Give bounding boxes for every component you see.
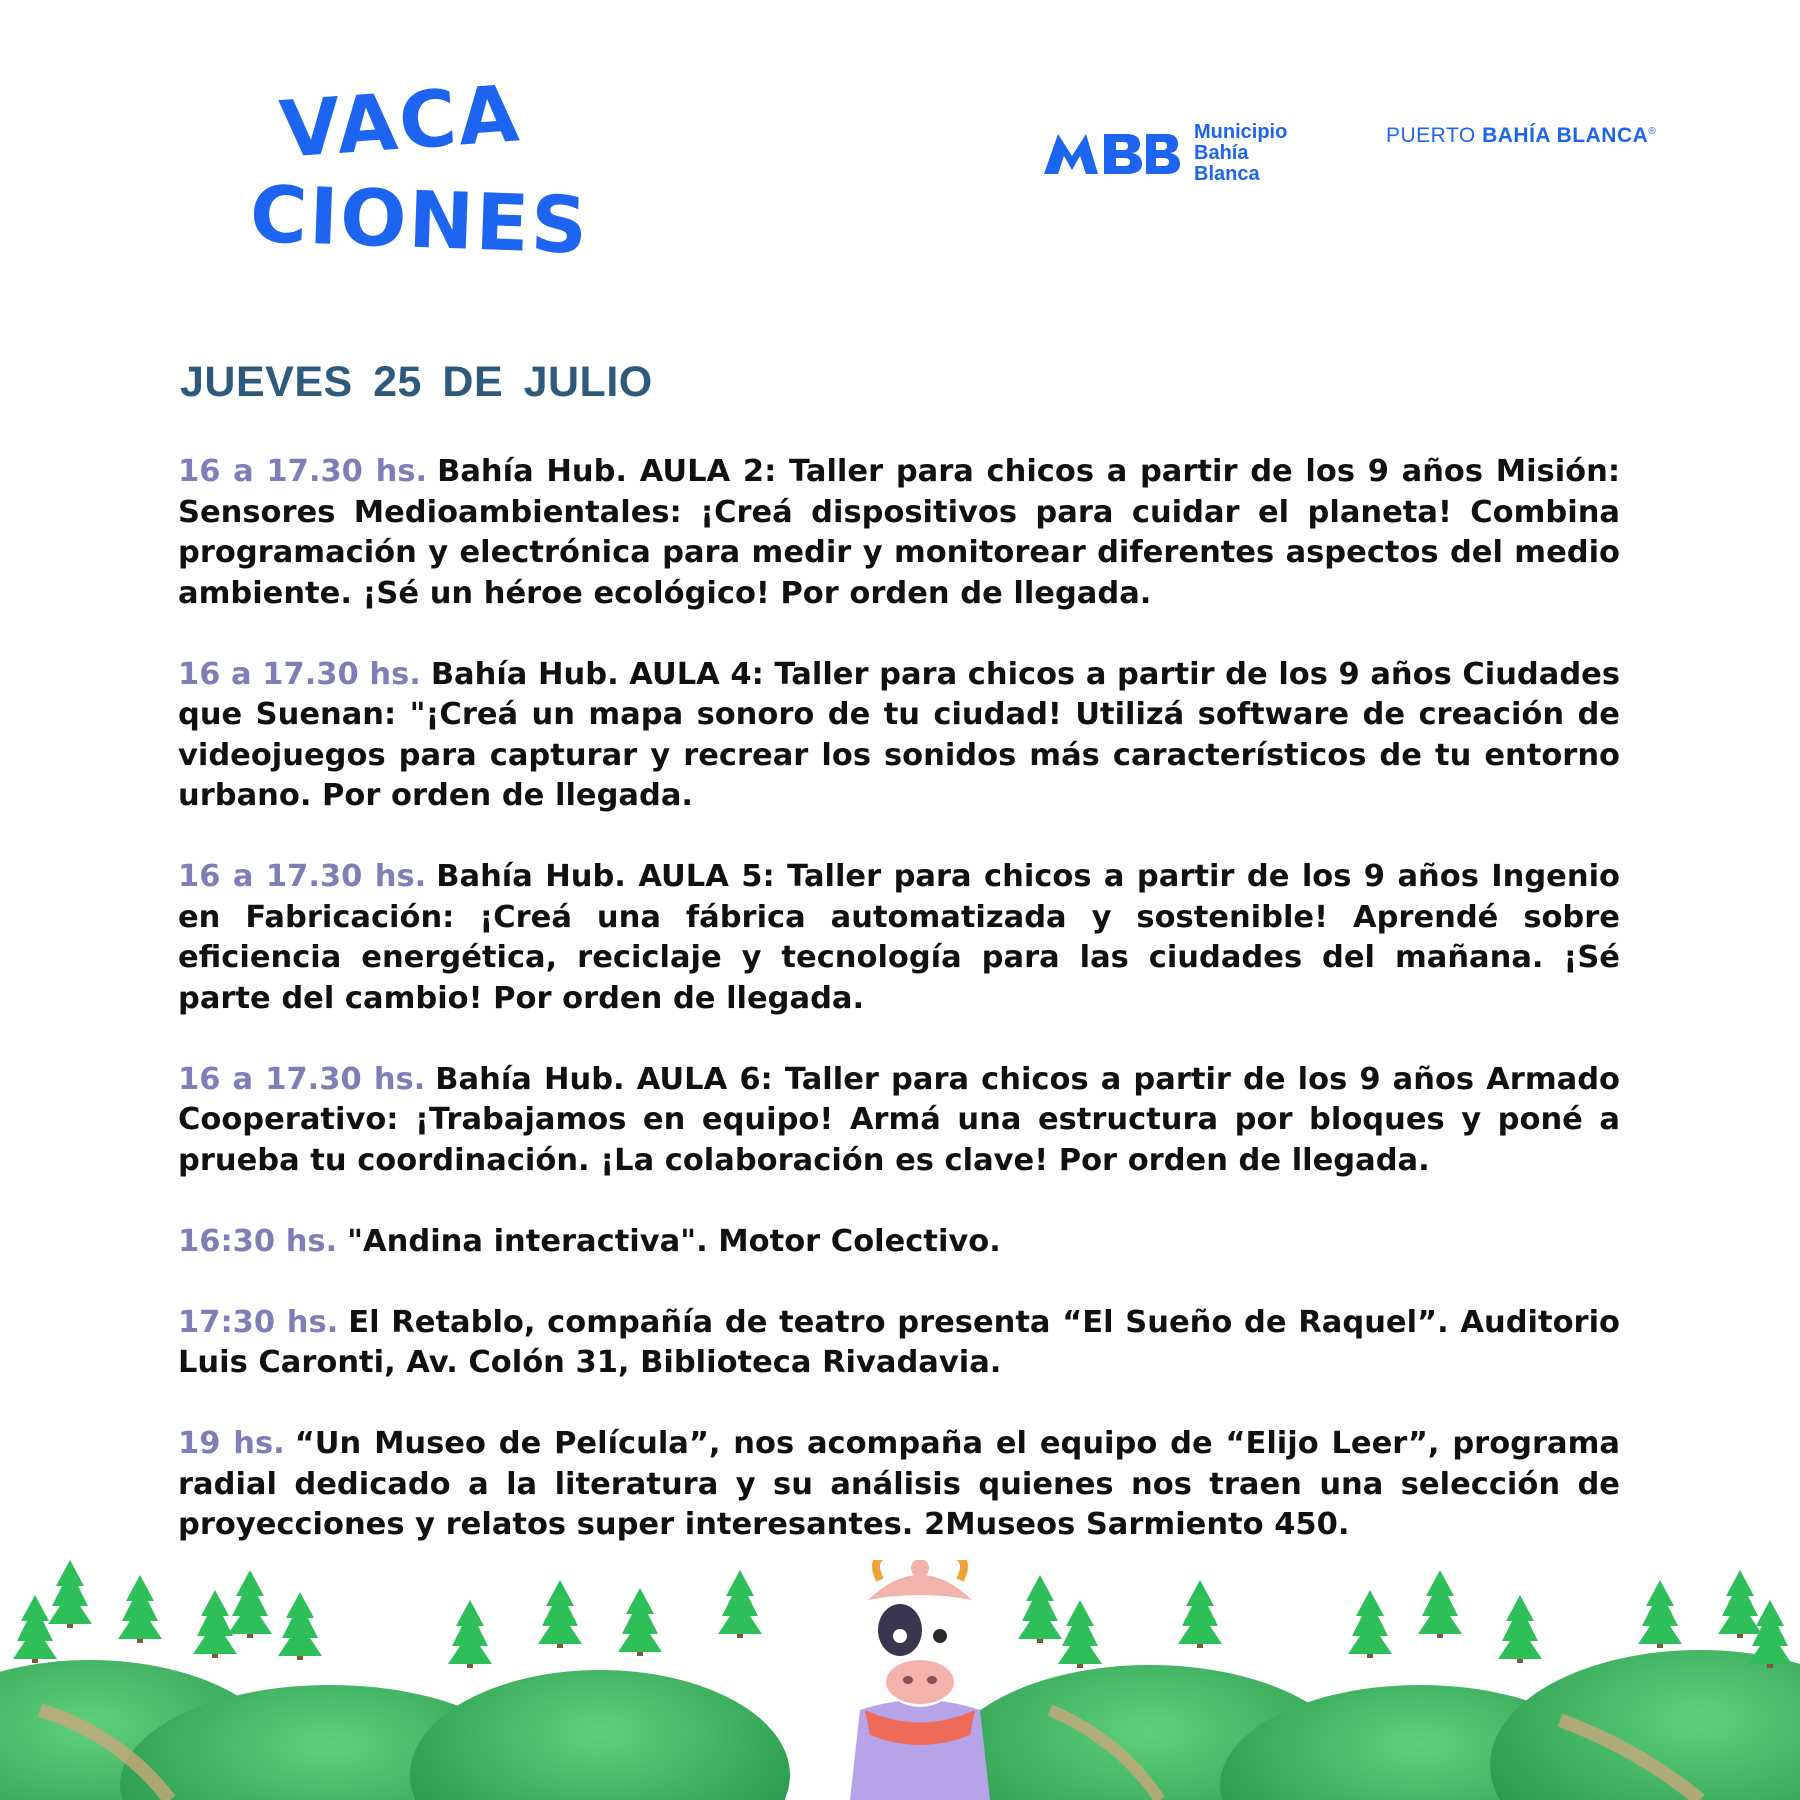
cow-mascot-icon — [834, 1560, 1005, 1800]
event-time: 16:30 hs. — [178, 1223, 338, 1259]
landscape-illustration — [0, 1560, 1800, 1800]
event-time: 16 a 17.30 hs. — [178, 656, 421, 692]
event-time: 19 hs. — [178, 1426, 285, 1461]
event-item — [178, 1424, 1620, 1546]
logo-line-2: CIONES — [248, 170, 591, 272]
date-heading: JUEVES 25 DE JULIO — [180, 358, 653, 406]
event-description: El Retablo, compañía de teatro presenta “El Sueño de Raquel”. Auditorio Luis Caronti, Av. Colón 31, Biblioteca Rivadavia. — [178, 1304, 1620, 1380]
municipio-text — [1194, 122, 1287, 185]
municipio-line-3: Blanca — [1194, 162, 1260, 185]
event-description: Bahía Hub. AULA 6: Taller para chicos a partir de los 9 años Armado Cooperativo: ¡Trabajamos en equipo! Armá una estructura por bloques y poné a prueba tu coordinación. ¡La colaboración es clave! Por orden de llegada. — [178, 1061, 1620, 1178]
event-item — [178, 655, 1620, 817]
event-description: “Un Museo de Película”, nos acompaña el equipo de “Elijo Leer”, programa radial dedicado a la literatura y su análisis quienes nos traen una selección de proyecciones y relatos super interesantes. 2Museos Sarmiento 450. — [178, 1426, 1620, 1542]
event-item — [178, 857, 1620, 1019]
event-time: 16 a 17.30 hs. — [178, 1061, 426, 1097]
puerto-name: BAHÍA BLANCA — [1482, 124, 1649, 147]
municipio-line-1: Municipio — [1194, 120, 1288, 143]
event-item — [178, 1303, 1620, 1384]
puerto-logo — [1386, 124, 1656, 148]
event-description: "Andina interactiva". Motor Colectivo. — [347, 1223, 1001, 1259]
event-item — [178, 1222, 1620, 1263]
logo-line-1: VACA — [276, 69, 524, 176]
event-time: 16 a 17.30 hs. — [178, 859, 427, 894]
event-time: 17:30 hs. — [178, 1304, 339, 1340]
puerto-reg: ® — [1648, 126, 1657, 137]
event-list — [178, 452, 1620, 1586]
event-description: Bahía Hub. AULA 2: Taller para chicos a partir de los 9 años Misión: Sensores Medioambientales: ¡Creá dispositivos para cuidar el planeta! Combina programación y electrónica para medir y monitorear diferentes aspectos del medio ambiente. ¡Sé un héroe ecológico! Por orden de llegada. — [178, 454, 1621, 611]
mbb-mark-icon — [1042, 130, 1180, 176]
event-description: Bahía Hub. AULA 4: Taller para chicos a partir de los 9 años Ciudades que Suenan: "¡Creá un mapa sonoro de tu ciudad! Utilizá software de creación de videojuegos para capturar y recrear los sonidos más característicos de tu entorno urbano. Por orden de llegada. — [178, 656, 1620, 813]
event-item — [178, 452, 1620, 614]
puerto-prefix: PUERTO — [1386, 124, 1476, 147]
event-item — [178, 1060, 1620, 1182]
municipio-line-2: Bahía — [1194, 141, 1249, 164]
municipio-logo — [1042, 118, 1287, 188]
vacaciones-logo — [248, 69, 591, 272]
event-description: Bahía Hub. AULA 5: Taller para chicos a partir de los 9 años Ingenio en Fabricación: ¡Creá una fábrica automatizada y sostenible! Aprendé sobre eficiencia energética, reciclaje y tecnología para las ciudades del mañana. ¡Sé parte del cambio! Por orden de llegada. — [178, 859, 1620, 1016]
event-time: 16 a 17.30 hs. — [178, 454, 428, 489]
